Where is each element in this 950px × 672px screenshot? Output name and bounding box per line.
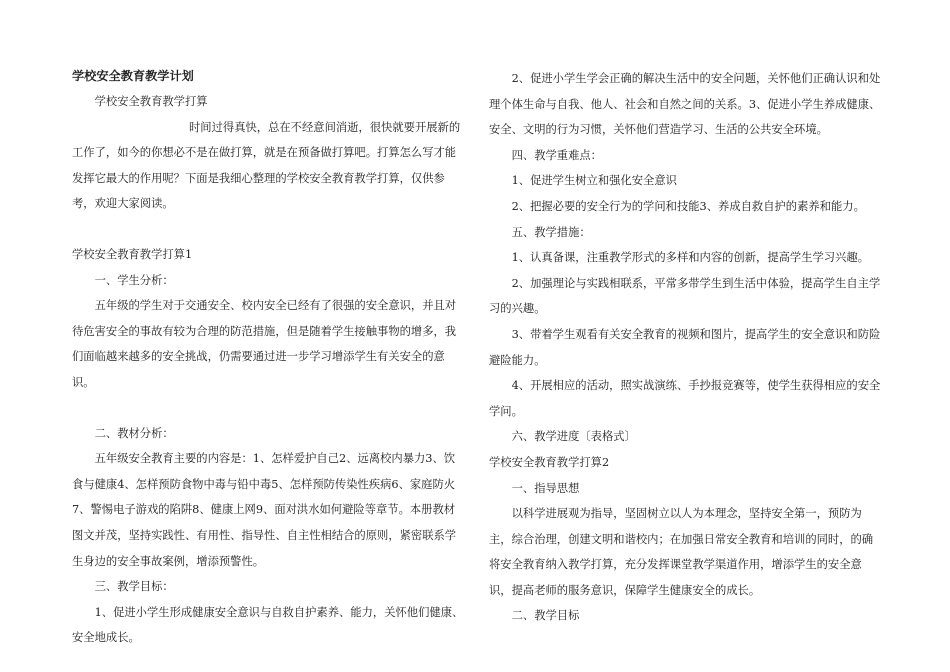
section1-body: 五年级的学生对于交通安全、校内安全已经有了很强的安全意识，并且对待危害安全的事故有较为合理的防范措施，但是随着学生接触事物的增多，我们面临越来越多的安全挑战，仍需要通过进一步学习增添学生有关安全的意识。	[72, 299, 457, 389]
section5-item1: 1、认真备课，注重教学形式的多样和内容的创新，提高学生学习兴趣。	[511, 251, 869, 265]
section4-item1: 1、促进学生树立和强化安全意识	[511, 174, 677, 188]
left-column	[72, 64, 466, 651]
section4-heading: 四、教学重难点：	[511, 148, 602, 162]
section2-body: 五年级安全教育主要的内容是：1、怎样爱护自己2、远离校内暴力3、饮食与健康4、怎样预防食物中毒与铅中毒5、怎样预防传染性疾病6、家庭防火7、警惕电子游戏的陷阱8、健康上网9、面对洪水如何避险等章节。本册教材图文并茂，坚持实践性、有用性、指导性、自主性相结合的原则，紧密联系学生身边的安全事故案例，增添预警性。	[72, 452, 457, 568]
plan2-section1-heading: 一、指导思想	[511, 481, 580, 495]
plan1-title: 学校安全教育教学打算1	[72, 247, 193, 261]
document-subtitle: 学校安全教育教学打算	[94, 95, 208, 108]
section5-item4: 4、开展相应的活动，照实战演练、手抄报竞赛等，使学生获得相应的安全学问。	[489, 379, 881, 418]
document-title: 学校安全教育教学计划	[72, 69, 194, 83]
section1-heading: 一、学生分析：	[94, 273, 174, 287]
section5-item3: 3、带着学生观看有关安全教育的视频和图片，提高学生的安全意识和防险避险能力。	[489, 327, 881, 367]
right-column	[489, 66, 883, 629]
section5-heading: 五、教学措施：	[511, 225, 591, 239]
section3-item1: 1、促进小学生形成健康安全意识与自救自护素养、能力，关怀他们健康、安全地成长。	[72, 605, 464, 645]
intro-paragraph: 时间过得真快，总在不经意间消逝，很快就要开展新的工作了，如今的你想必不是在做打算，就是在预备做打算吧。打算怎么写才能发挥它最大的作用呢？下面是我细心整理的学校安全教育教学打算，仅供参考，欢迎大家阅读。	[72, 120, 461, 211]
section2-heading: 二、教材分析：	[94, 426, 174, 440]
section4-item2: 2、把握必要的安全行为的学问和技能3、养成自救自护的素养和能力。	[511, 199, 865, 213]
section3-heading: 三、教学目标：	[94, 580, 174, 594]
section5-item2: 2、加强理论与实践相联系，平常多带学生到生活中体验，提高学生自主学习的兴趣。	[489, 276, 881, 316]
plan2-title: 学校安全教育教学打算2	[489, 455, 610, 469]
section6-heading: 六、教学进度〔表格式〕	[511, 430, 636, 444]
spacer	[72, 396, 466, 421]
plan2-section1-body: 以科学进展观为指导，坚固树立以人为本理念，坚持安全第一，预防为主，综合治理，创建文明和谐校内；在加强日常安全教育和培训的同时，的确将安全教育纳入教学打算，充分发挥课堂教学渠道作用，增添学生的安全意识，提高老师的服务意识，保障学生健康安全的成长。	[489, 507, 874, 597]
plan2-section2-heading: 二、教学目标	[511, 609, 580, 623]
section3-item2: 2、促进小学生学会正确的解决生活中的安全问题，关怀他们正确认识和处理个体生命与自我、他人、社会和自然之间的关系。3、促进小学生养成健康、安全、文明的行为习惯，关怀他们营造学习、生活的公共安全环境。	[489, 72, 881, 137]
spacer	[72, 217, 466, 242]
